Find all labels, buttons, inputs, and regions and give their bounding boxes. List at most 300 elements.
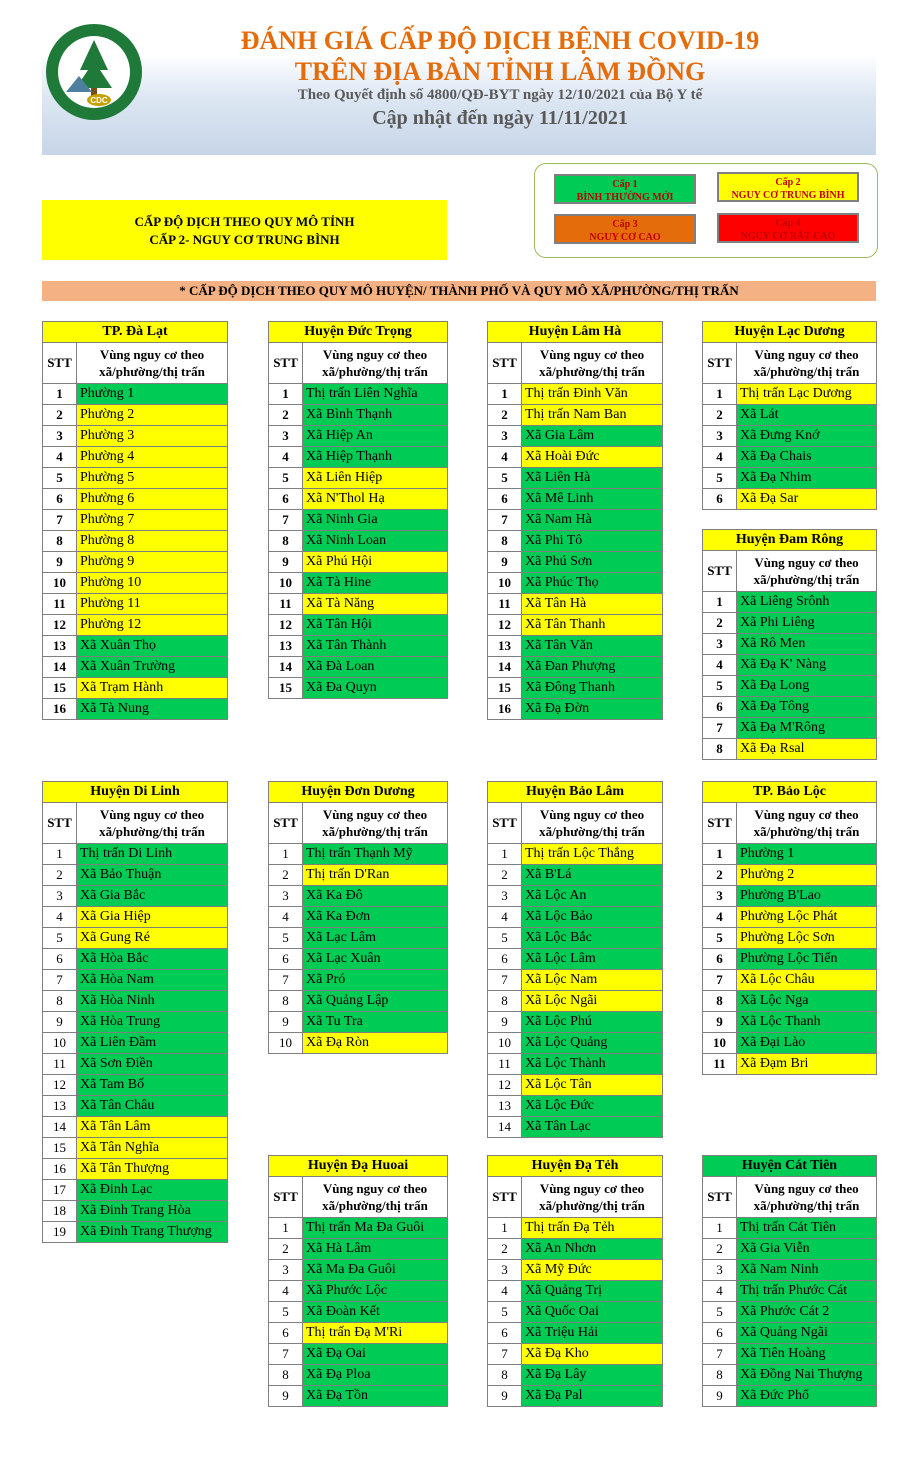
commune-name: Xã Đạ Chais <box>737 447 877 468</box>
commune-name: Xã Gung Ré <box>77 928 228 949</box>
zone-header-line2: xã/phường/thị trấn <box>322 824 428 839</box>
row-number: 8 <box>488 991 522 1012</box>
stt-header: STT <box>703 1177 737 1218</box>
zone-header-line1: Vùng nguy cơ theo <box>539 807 645 822</box>
table-row <box>703 468 877 489</box>
row-number: 11 <box>488 594 522 615</box>
row-number: 8 <box>703 1365 737 1386</box>
table-row <box>269 1260 448 1281</box>
commune-name: Xã Đạ Lây <box>522 1365 663 1386</box>
row-number: 6 <box>703 1323 737 1344</box>
commune-name: Thị trấn Di Linh <box>77 844 228 865</box>
row-number: 2 <box>488 405 522 426</box>
row-number: 8 <box>703 991 737 1012</box>
row-number: 3 <box>269 426 303 447</box>
table-row <box>488 489 663 510</box>
legend-level-1-number: Cấp 1 <box>612 179 638 190</box>
row-number: 15 <box>269 678 303 699</box>
row-number: 8 <box>269 991 303 1012</box>
commune-name: Phường 9 <box>77 552 228 573</box>
district-table <box>42 781 228 1243</box>
commune-name: Xã Đạ Đờn <box>522 699 663 720</box>
commune-name: Thị trấn D'Ran <box>303 865 448 886</box>
page-title-line2: TRÊN ĐỊA BÀN TỈNH LÂM ĐỒNG <box>294 57 706 86</box>
commune-name: Xã Đinh Trang Hòa <box>77 1201 228 1222</box>
table-row <box>43 531 228 552</box>
table-row <box>269 970 448 991</box>
commune-name: Xã Đạm Bri <box>737 1054 877 1075</box>
table-row <box>703 405 877 426</box>
stt-header: STT <box>269 343 303 384</box>
row-number: 4 <box>269 1281 303 1302</box>
table-row <box>43 928 228 949</box>
stt-header: STT <box>269 1177 303 1218</box>
table-row <box>43 615 228 636</box>
row-number: 18 <box>43 1201 77 1222</box>
zone-header <box>737 551 877 592</box>
table-row <box>269 678 448 699</box>
table-row <box>703 655 877 676</box>
commune-name: Xã Lộc Lâm <box>522 949 663 970</box>
commune-name: Xã Tân Hội <box>303 615 448 636</box>
commune-name: Xã Nam Ninh <box>737 1260 877 1281</box>
row-number: 13 <box>488 636 522 657</box>
row-number: 4 <box>488 447 522 468</box>
commune-name: Phường 2 <box>737 865 877 886</box>
commune-name: Phường 8 <box>77 531 228 552</box>
commune-name: Xã Tiên Hoàng <box>737 1344 877 1365</box>
commune-name: Xã Quảng Ngãi <box>737 1323 877 1344</box>
row-number: 13 <box>43 636 77 657</box>
row-number: 6 <box>488 489 522 510</box>
zone-header-line1: Vùng nguy cơ theo <box>754 807 859 822</box>
table-row <box>703 1302 877 1323</box>
district-name: TP. Đà Lạt <box>43 322 228 343</box>
commune-name: Phường 7 <box>77 510 228 531</box>
table-row <box>488 426 663 447</box>
zone-header-line1: Vùng nguy cơ theo <box>99 807 205 822</box>
table-row <box>488 405 663 426</box>
commune-name: Phường Lộc Tiến <box>737 949 877 970</box>
table-row <box>269 907 448 928</box>
table-row <box>269 886 448 907</box>
zone-header-line2: xã/phường/thị trấn <box>753 364 860 379</box>
stt-header: STT <box>488 803 522 844</box>
commune-name: Xã Sơn Điền <box>77 1054 228 1075</box>
row-number: 7 <box>43 970 77 991</box>
stt-header: STT <box>43 803 77 844</box>
row-number: 6 <box>43 489 77 510</box>
district-table <box>702 321 877 510</box>
row-number: 2 <box>488 1239 522 1260</box>
row-number: 9 <box>269 552 303 573</box>
zone-header <box>303 803 448 844</box>
table-row <box>488 991 663 1012</box>
table-row <box>43 426 228 447</box>
commune-name: Xã Ninh Loan <box>303 531 448 552</box>
row-number: 5 <box>703 928 737 949</box>
row-number: 16 <box>43 1159 77 1180</box>
commune-name: Xã Ka Đô <box>303 886 448 907</box>
commune-name: Xã Đa Quyn <box>303 678 448 699</box>
row-number: 8 <box>488 531 522 552</box>
table-row <box>43 1075 228 1096</box>
commune-name: Xã Hiệp An <box>303 426 448 447</box>
legend-level-1-label: BÌNH THƯỜNG MỚI <box>576 192 674 203</box>
commune-name: Xã Đưng Knớ <box>737 426 877 447</box>
commune-name: Xã Lộc Nam <box>522 970 663 991</box>
row-number: 11 <box>703 1054 737 1075</box>
row-number: 7 <box>43 510 77 531</box>
table-row <box>269 1386 448 1407</box>
commune-name: Phường 1 <box>737 844 877 865</box>
row-number: 16 <box>43 699 77 720</box>
commune-name: Xã Phi Tô <box>522 531 663 552</box>
table-row <box>703 739 877 760</box>
commune-name: Thị trấn Lộc Thắng <box>522 844 663 865</box>
commune-name: Xã Đạ Nhim <box>737 468 877 489</box>
table-row <box>488 1239 663 1260</box>
table-row <box>703 991 877 1012</box>
row-number: 5 <box>43 468 77 489</box>
commune-name: Xã Phước Cát 2 <box>737 1302 877 1323</box>
district-table <box>702 1155 877 1407</box>
commune-name: Xã Bảo Thuận <box>77 865 228 886</box>
commune-name: Thị trấn Nam Ban <box>522 405 663 426</box>
commune-name: Xã Trạm Hành <box>77 678 228 699</box>
commune-name: Xã Tân Thượng <box>77 1159 228 1180</box>
commune-name: Xã Đạ Kho <box>522 1344 663 1365</box>
commune-name: Xã Lộc Châu <box>737 970 877 991</box>
commune-name: Thị trấn Cát Tiên <box>737 1218 877 1239</box>
zone-header-line2: xã/phường/thị trấn <box>539 1198 645 1213</box>
table-row <box>703 718 877 739</box>
commune-name: Thị trấn Liên Nghĩa <box>303 384 448 405</box>
zone-header-line1: Vùng nguy cơ theo <box>322 347 428 362</box>
table-row <box>43 886 228 907</box>
row-number: 1 <box>703 384 737 405</box>
table-row <box>269 991 448 1012</box>
district-name: Huyện Đức Trọng <box>269 322 448 343</box>
table-row <box>488 949 663 970</box>
commune-name: Xã Quảng Trị <box>522 1281 663 1302</box>
zone-header-line2: xã/phường/thị trấn <box>539 364 645 379</box>
table-row <box>488 1344 663 1365</box>
table-row <box>269 1323 448 1344</box>
province-level-value: CẤP 2- NGUY CƠ TRUNG BÌNH <box>149 232 340 247</box>
row-number: 12 <box>488 1075 522 1096</box>
row-number: 10 <box>43 1033 77 1054</box>
district-name: Huyện Cát Tiên <box>703 1156 877 1177</box>
commune-name: Xã Đạ Rsal <box>737 739 877 760</box>
commune-name: Thị trấn Phước Cát <box>737 1281 877 1302</box>
row-number: 4 <box>43 447 77 468</box>
table-row <box>269 384 448 405</box>
commune-name: Xã Lộc Bảo <box>522 907 663 928</box>
row-number: 3 <box>43 886 77 907</box>
stt-header: STT <box>703 343 737 384</box>
district-name: Huyện Đơn Dương <box>269 782 448 803</box>
zone-header <box>737 803 877 844</box>
commune-name: Xã Ka Đơn <box>303 907 448 928</box>
table-row <box>488 1033 663 1054</box>
table-row <box>488 699 663 720</box>
row-number: 15 <box>488 678 522 699</box>
table-row <box>269 636 448 657</box>
commune-name: Phường 10 <box>77 573 228 594</box>
row-number: 9 <box>269 1386 303 1407</box>
row-number: 7 <box>269 970 303 991</box>
commune-name: Xã Liên Hà <box>522 468 663 489</box>
table-row <box>488 970 663 991</box>
legend-level-2-number: Cấp 2 <box>775 177 801 188</box>
legend-level-2-label: NGUY CƠ TRUNG BÌNH <box>731 190 845 201</box>
commune-name: Xã Gia Viễn <box>737 1239 877 1260</box>
table-row <box>43 1054 228 1075</box>
commune-name: Xã Đại Lào <box>737 1033 877 1054</box>
zone-header-line1: Vùng nguy cơ theo <box>322 1181 428 1196</box>
commune-name: Xã Liên Hiệp <box>303 468 448 489</box>
row-number: 2 <box>703 865 737 886</box>
table-row <box>43 510 228 531</box>
row-number: 14 <box>269 657 303 678</box>
commune-name: Xã Phú Sơn <box>522 552 663 573</box>
row-number: 5 <box>488 1302 522 1323</box>
commune-name: Xã Lát <box>737 405 877 426</box>
table-row <box>703 907 877 928</box>
commune-name: Xã Hòa Trung <box>77 1012 228 1033</box>
row-number: 11 <box>488 1054 522 1075</box>
commune-name: Xã Liên Đầm <box>77 1033 228 1054</box>
commune-name: Xã Lạc Lâm <box>303 928 448 949</box>
district-name: Huyện Đạ Tẻh <box>488 1156 663 1177</box>
row-number: 10 <box>488 573 522 594</box>
zone-header <box>77 803 228 844</box>
commune-name: Xã Quốc Oai <box>522 1302 663 1323</box>
commune-name: Xã Đạ Long <box>737 676 877 697</box>
zone-header <box>737 343 877 384</box>
decision-reference: Theo Quyết định số 4800/QĐ-BYT ngày 12/10/2021 của Bộ Y tế <box>297 87 703 103</box>
table-row <box>269 468 448 489</box>
table-row <box>269 510 448 531</box>
row-number: 8 <box>269 531 303 552</box>
commune-name: Xã Hiệp Thạnh <box>303 447 448 468</box>
commune-name: Thị trấn Đạ M'Ri <box>303 1323 448 1344</box>
zone-header <box>522 803 663 844</box>
commune-name: Xã Liêng Srônh <box>737 592 877 613</box>
table-row <box>488 1323 663 1344</box>
table-row <box>488 384 663 405</box>
commune-name: Xã Lộc Quảng <box>522 1033 663 1054</box>
commune-name: Xã Lộc Đức <box>522 1096 663 1117</box>
commune-name: Xã Đà Loan <box>303 657 448 678</box>
row-number: 3 <box>703 886 737 907</box>
table-row <box>488 1075 663 1096</box>
row-number: 4 <box>703 447 737 468</box>
table-row <box>43 594 228 615</box>
row-number: 7 <box>488 1344 522 1365</box>
zone-header-line1: Vùng nguy cơ theo <box>754 555 859 570</box>
row-number: 11 <box>43 1054 77 1075</box>
commune-name: Xã Đạ Ploa <box>303 1365 448 1386</box>
row-number: 9 <box>488 552 522 573</box>
table-row <box>43 1033 228 1054</box>
legend-level-3-number: Cấp 3 <box>612 219 638 230</box>
zone-header-line1: Vùng nguy cơ theo <box>539 1181 645 1196</box>
row-number: 8 <box>43 991 77 1012</box>
commune-name: Thị trấn Đạ Tẻh <box>522 1218 663 1239</box>
table-row <box>488 1117 663 1138</box>
row-number: 8 <box>43 531 77 552</box>
district-name: TP. Bảo Lộc <box>703 782 877 803</box>
table-row <box>43 865 228 886</box>
table-row <box>43 949 228 970</box>
table-row <box>43 636 228 657</box>
row-number: 2 <box>703 405 737 426</box>
row-number: 13 <box>269 636 303 657</box>
commune-name: Xã Tà Hine <box>303 573 448 594</box>
update-date: Cập nhật đến ngày 11/11/2021 <box>372 107 628 129</box>
commune-name: Xã Lộc Bắc <box>522 928 663 949</box>
row-number: 7 <box>488 510 522 531</box>
row-number: 2 <box>269 1239 303 1260</box>
zone-header <box>522 343 663 384</box>
row-number: 15 <box>43 1138 77 1159</box>
stt-header: STT <box>703 551 737 592</box>
row-number: 7 <box>703 970 737 991</box>
commune-name: Xã Mỹ Đức <box>522 1260 663 1281</box>
commune-name: Xã Đạ Ròn <box>303 1033 448 1054</box>
table-row <box>269 552 448 573</box>
row-number: 10 <box>703 1033 737 1054</box>
zone-header <box>303 343 448 384</box>
commune-name: Xã Hoài Đức <box>522 447 663 468</box>
row-number: 5 <box>703 1302 737 1323</box>
row-number: 7 <box>703 1344 737 1365</box>
table-row <box>269 489 448 510</box>
commune-name: Xã Đồng Nai Thượng <box>737 1365 877 1386</box>
row-number: 7 <box>269 510 303 531</box>
row-number: 6 <box>703 489 737 510</box>
row-number: 12 <box>43 1075 77 1096</box>
table-row <box>488 844 663 865</box>
row-number: 5 <box>269 928 303 949</box>
page-title-line1: ĐÁNH GIÁ CẤP ĐỘ DỊCH BỆNH COVID-19 <box>240 26 760 55</box>
legend-level-4-label: NGUY CƠ RẤT CAO <box>740 231 836 242</box>
row-number: 2 <box>43 865 77 886</box>
commune-name: Thị trấn Ma Đa Guôi <box>303 1218 448 1239</box>
row-number: 9 <box>703 1386 737 1407</box>
table-row <box>269 531 448 552</box>
table-row <box>488 1260 663 1281</box>
commune-name: Xã Quảng Lập <box>303 991 448 1012</box>
district-table <box>487 1155 663 1407</box>
row-number: 6 <box>269 489 303 510</box>
row-number: 12 <box>269 615 303 636</box>
row-number: 4 <box>488 1281 522 1302</box>
zone-header <box>77 343 228 384</box>
commune-name: Xã Phúc Thọ <box>522 573 663 594</box>
commune-name: Xã Tân Hà <box>522 594 663 615</box>
commune-name: Xã Đông Thanh <box>522 678 663 699</box>
zone-header-line2: xã/phường/thị trấn <box>322 1198 428 1213</box>
table-row <box>703 865 877 886</box>
zone-header-line2: xã/phường/thị trấn <box>99 824 205 839</box>
commune-name: Xã An Nhơn <box>522 1239 663 1260</box>
district-name: Huyện Bảo Lâm <box>488 782 663 803</box>
commune-name: Xã Tân Thành <box>303 636 448 657</box>
table-row <box>488 1365 663 1386</box>
stt-header: STT <box>269 803 303 844</box>
table-row <box>269 865 448 886</box>
table-row <box>269 1012 448 1033</box>
table-row <box>488 510 663 531</box>
row-number: 1 <box>269 844 303 865</box>
row-number: 9 <box>43 1012 77 1033</box>
row-number: 10 <box>269 1033 303 1054</box>
row-number: 1 <box>703 592 737 613</box>
row-number: 3 <box>703 634 737 655</box>
table-row <box>488 594 663 615</box>
row-number: 5 <box>488 928 522 949</box>
row-number: 2 <box>269 865 303 886</box>
table-row <box>269 1344 448 1365</box>
table-row <box>269 1302 448 1323</box>
row-number: 8 <box>269 1365 303 1386</box>
table-row <box>703 1054 877 1075</box>
row-number: 4 <box>488 907 522 928</box>
row-number: 11 <box>43 594 77 615</box>
row-number: 1 <box>703 1218 737 1239</box>
table-row <box>43 384 228 405</box>
commune-name: Xã Tân Nghĩa <box>77 1138 228 1159</box>
row-number: 3 <box>269 886 303 907</box>
zone-header-line2: xã/phường/thị trấn <box>322 364 428 379</box>
table-row <box>43 1201 228 1222</box>
commune-name: Xã Đinh Trang Thượng <box>77 1222 228 1243</box>
row-number: 4 <box>703 655 737 676</box>
table-row <box>488 447 663 468</box>
commune-name: Thị trấn Thạnh Mỹ <box>303 844 448 865</box>
district-table <box>268 321 448 699</box>
table-row <box>43 1117 228 1138</box>
commune-name: Xã Ma Đa Guôi <box>303 1260 448 1281</box>
commune-name: Xã Lộc Phú <box>522 1012 663 1033</box>
table-row <box>43 552 228 573</box>
legend-level-4-number: Cấp 4 <box>775 218 801 229</box>
commune-name: Xã Gia Lâm <box>522 426 663 447</box>
district-table <box>487 781 663 1138</box>
table-row <box>703 634 877 655</box>
stt-header: STT <box>43 343 77 384</box>
table-row <box>703 844 877 865</box>
legend-level-3-label: NGUY CƠ CAO <box>589 232 661 243</box>
row-number: 8 <box>703 739 737 760</box>
commune-name: Xã Gia Hiệp <box>77 907 228 928</box>
row-number: 10 <box>488 1033 522 1054</box>
commune-name: Phường Lộc Phát <box>737 907 877 928</box>
table-row <box>269 1239 448 1260</box>
table-row <box>269 1365 448 1386</box>
commune-name: Xã Đạ Tồn <box>303 1386 448 1407</box>
commune-name: Xã Lộc Thanh <box>737 1012 877 1033</box>
commune-name: Xã Tân Lạc <box>522 1117 663 1138</box>
row-number: 9 <box>488 1386 522 1407</box>
row-number: 1 <box>488 1218 522 1239</box>
commune-name: Xã Mê Linh <box>522 489 663 510</box>
commune-name: Xã Đức Phổ <box>737 1386 877 1407</box>
table-row <box>703 1239 877 1260</box>
